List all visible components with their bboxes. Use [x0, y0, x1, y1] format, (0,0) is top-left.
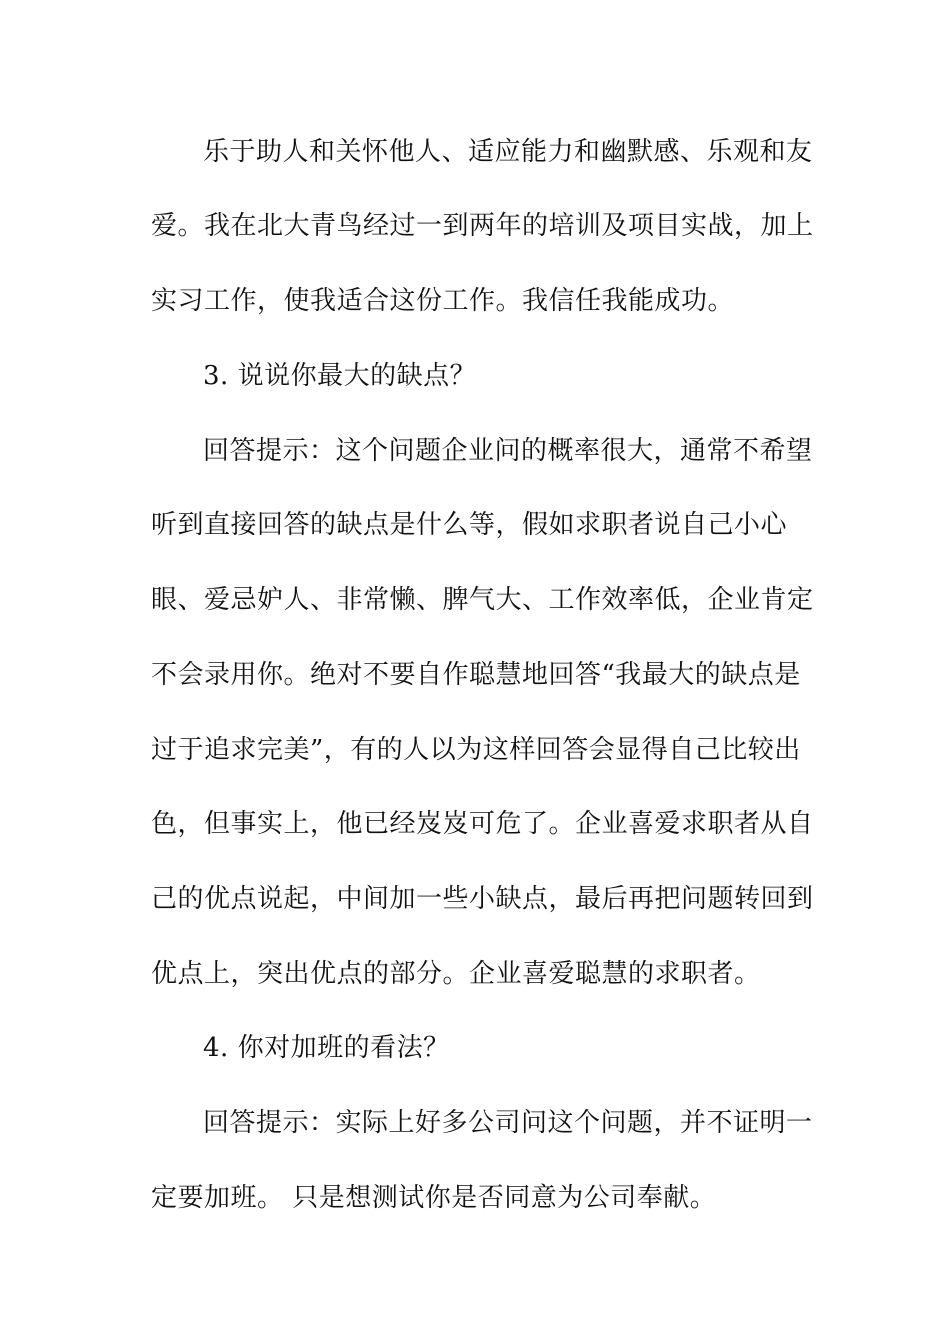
paragraph-line: 过于追求完美”，有的人以为这样回答会显得自己比较出: [151, 735, 801, 765]
paragraph-line: 回答提示：这个问题企业问的概率很大，通常不希望: [203, 436, 813, 466]
paragraph-line: 实习工作，使我适合这份工作。我信任我能成功。: [151, 286, 735, 316]
paragraph-line: 眼、爱忌妒人、非常懒、脾气大、工作效率低，企业肯定: [151, 585, 814, 615]
question-heading: 4. 你对加班的看法？: [203, 1033, 450, 1063]
paragraph-line: 色，但事实上，他已经岌岌可危了。企业喜爱求职者从自: [151, 809, 814, 839]
paragraph-line: 乐于助人和关怀他人、适应能力和幽默感、乐观和友: [203, 137, 813, 167]
paragraph-line: 己的优点说起，中间加一些小缺点，最后再把问题转回到: [151, 884, 814, 914]
paragraph-line: 不会录用你。绝对不要自作聪慧地回答“我最大的缺点是: [151, 660, 801, 690]
question-heading: 3. 说说你最大的缺点？: [203, 361, 477, 391]
paragraph-line: 爱。我在北大青鸟经过一到两年的培训及项目实战，加上: [151, 211, 814, 241]
paragraph-line: 优点上，突出优点的部分。企业喜爱聪慧的求职者。: [151, 959, 761, 989]
paragraph-line: 听到直接回答的缺点是什么等，假如求职者说自己小心: [151, 510, 788, 540]
paragraph-line: 回答提示：实际上好多公司问这个问题，并不证明一: [203, 1108, 813, 1138]
paragraph-line: 定要加班。 只是想测试你是否同意为公司奉献。: [151, 1183, 717, 1213]
